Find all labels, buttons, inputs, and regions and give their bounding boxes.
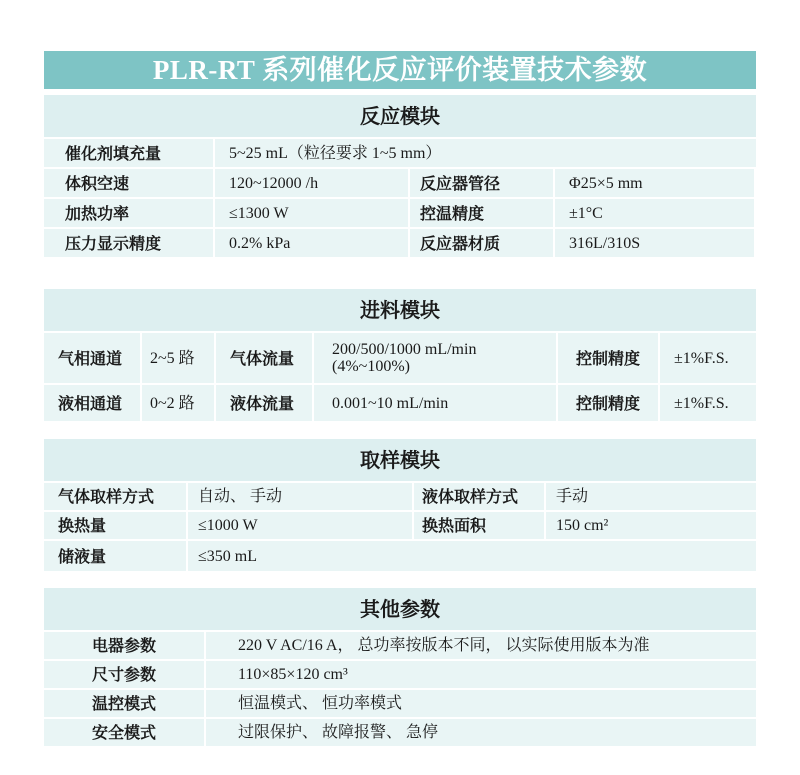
param-label: 反应器管径 — [410, 169, 553, 197]
table-row — [44, 512, 756, 539]
param-label: 安全模式 — [44, 719, 204, 746]
param-value: 0.001~10 mL/min — [314, 385, 556, 421]
param-value: ±1°C — [555, 199, 754, 227]
param-label: 催化剂填充量 — [44, 139, 213, 167]
param-label: 控制精度 — [558, 333, 658, 383]
section-feed-module — [44, 289, 756, 423]
param-label: 气体取样方式 — [44, 483, 186, 510]
param-label: 气相通道 — [44, 333, 140, 383]
table-row — [44, 169, 756, 197]
table-row — [44, 661, 756, 688]
param-label: 温控模式 — [44, 690, 204, 717]
param-value: 恒温模式、 恒功率模式 — [206, 690, 756, 717]
param-value: Φ25×5 mm — [555, 169, 754, 197]
param-label: 控制精度 — [558, 385, 658, 421]
param-value: 120~12000 /h — [215, 169, 408, 197]
section-sampling-module — [44, 439, 756, 573]
param-value: 5~25 mL（粒径要求 1~5 mm） — [215, 139, 756, 167]
param-label: 加热功率 — [44, 199, 213, 227]
section-heading: 反应模块 — [44, 95, 756, 137]
param-value: 316L/310S — [555, 229, 754, 257]
param-label: 换热面积 — [414, 512, 544, 539]
table-row — [44, 385, 756, 421]
table-row — [44, 139, 756, 167]
param-label: 反应器材质 — [410, 229, 553, 257]
section-other-params — [44, 588, 756, 748]
table-row — [44, 333, 756, 383]
param-value: ≤350 mL — [188, 541, 756, 571]
section-heading: 其他参数 — [44, 588, 756, 630]
param-label: 电器参数 — [44, 632, 204, 659]
param-value: 150 cm² — [546, 512, 756, 539]
section-heading: 进料模块 — [44, 289, 756, 331]
param-value: ±1%F.S. — [660, 385, 756, 421]
param-value: 0~2 路 — [142, 385, 214, 421]
param-label: 体积空速 — [44, 169, 213, 197]
param-value: ≤1300 W — [215, 199, 408, 227]
table-row — [44, 199, 756, 227]
param-value: 自动、 手动 — [188, 483, 412, 510]
table-row — [44, 541, 756, 571]
table-row — [44, 483, 756, 510]
param-value: 手动 — [546, 483, 756, 510]
table-row — [44, 690, 756, 717]
param-value: 220 V AC/16 A， 总功率按版本不同， 以实际使用版本为准 — [206, 632, 756, 659]
section-reaction-module — [44, 95, 756, 259]
param-value: 过限保护、 故障报警、 急停 — [206, 719, 756, 746]
param-value: 2~5 路 — [142, 333, 214, 383]
param-label: 尺寸参数 — [44, 661, 204, 688]
param-label: 压力显示精度 — [44, 229, 213, 257]
param-label: 气体流量 — [216, 333, 312, 383]
param-value: 0.2% kPa — [215, 229, 408, 257]
param-label: 换热量 — [44, 512, 186, 539]
param-label: 液体取样方式 — [414, 483, 544, 510]
param-value: 110×85×120 cm³ — [206, 661, 756, 688]
table-row — [44, 632, 756, 659]
param-label: 液相通道 — [44, 385, 140, 421]
param-label: 控温精度 — [410, 199, 553, 227]
param-label: 液体流量 — [216, 385, 312, 421]
param-value: 200/500/1000 mL/min (4%~100%) — [314, 333, 556, 383]
section-heading: 取样模块 — [44, 439, 756, 481]
param-value: ≤1000 W — [188, 512, 412, 539]
param-label: 储液量 — [44, 541, 186, 571]
table-row — [44, 719, 756, 746]
page-title: PLR-RT 系列催化反应评价装置技术参数 — [44, 51, 756, 89]
table-row — [44, 229, 756, 257]
param-value: ±1%F.S. — [660, 333, 756, 383]
